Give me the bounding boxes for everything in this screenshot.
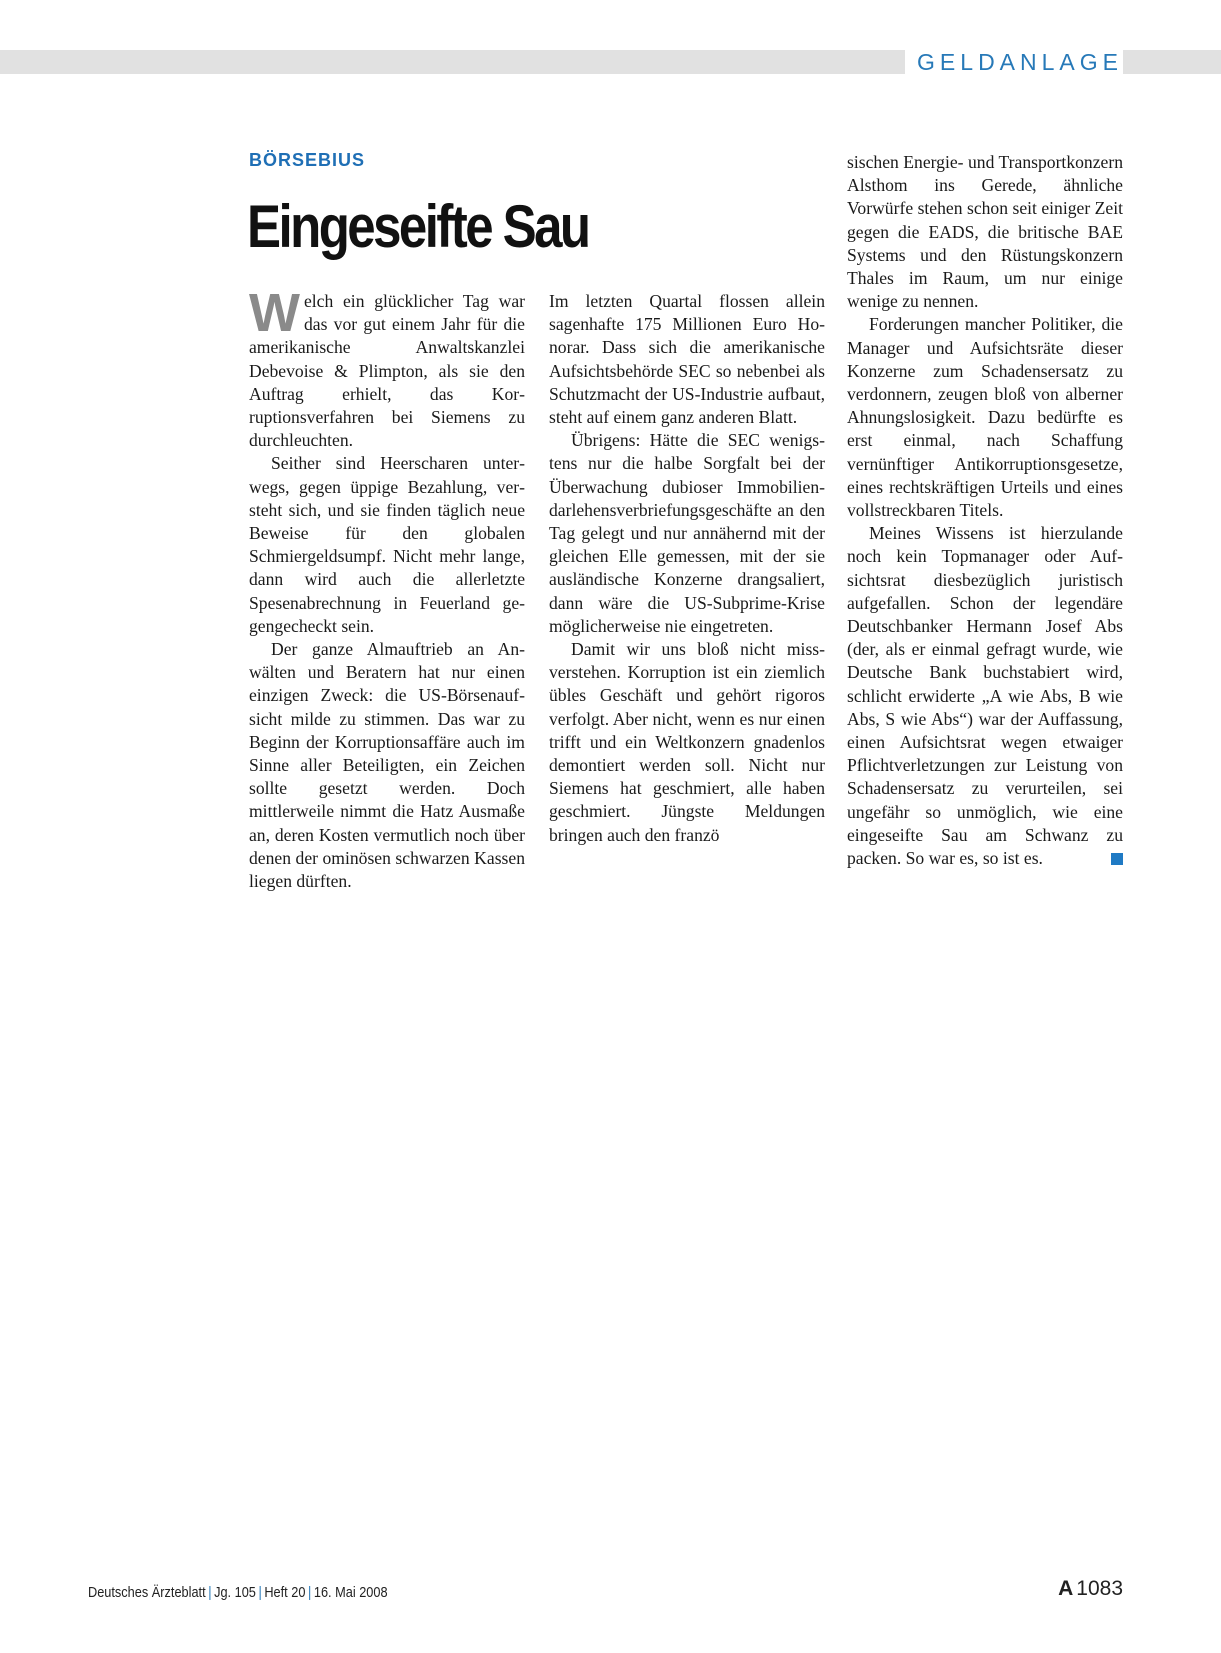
paragraph	[847, 522, 1123, 870]
article-title: Eingeseifte Sau	[247, 193, 589, 260]
paragraph: Übrigens: Hätte die SEC wenigstens nur die halbe Sorgfalt bei der Überwachung dubioser Immobiliendarlehensverbriefungsgeschäfte an den Tag gelegt und nur annähernd mit der gleichen Elle gemessen, mit der sie ausländische Konzerne drangsaliert, dann wäre die US-Subprime-Krise möglicherweise nie eingetreten.	[549, 430, 825, 636]
article-kicker: BÖRSEBIUS	[249, 150, 366, 170]
journal-name: Deutsches Ärzteblatt	[88, 1584, 206, 1601]
journal-issue: Heft 20	[264, 1584, 306, 1601]
drop-cap: W	[249, 283, 298, 343]
paragraph: Damit wir uns bloß nicht missverstehen. Korruption ist ein ziemlich übles Geschäft und gehört rigoros verfolgt. Aber nicht, wenn es nur einen trifft und ein Weltkonzern gnadenlos demontiert werden soll. Nicht nur Siemens hat geschmiert, alle haben geschmiert. Jüngste Meldungen bringen auch den franzö	[549, 639, 825, 845]
paragraph-text: Meines Wissens ist hierzulande noch kein Topmanager oder Aufsichtsrat diesbezüglich juristisch aufgefallen. Schon der legendäre Deutschbanker Hermann Josef Abs (der, als er einmal gefragt wurde, wie Deutsche Bank buchstabiert wird, schlicht erwiderte „A wie Abs, B wie Abs, S wie Abs“) war der Auffassung, einen Aufsichtsrat wegen etwaiger Pflichtverletzungen zur Leistung von Schadensersatz zu verurteilen, sei ungefähr so unmöglich, wie eine eingeseifte Sau am Schwanz zu packen. So war es, so ist es.	[847, 523, 1123, 869]
separator-icon: |	[307, 1584, 312, 1601]
paragraph: Im letzten Quartal flossen allein sagenhafte 175 Millionen Euro Honorar. Dass sich die amerikanische Aufsichtsbehörde SEC so nebenbei als Schutzmacht der US-Industrie aufbaut, steht auf einem ganz anderen Blatt.	[549, 291, 825, 428]
page-prefix: A	[1058, 1577, 1074, 1600]
paragraph: Der ganze Almauftrieb an Anwälten und Beratern hat nur einen einzigen Zweck: die US-Börsenaufsicht milde zu stimmen. Das war zu Beginn der Korruptionsaffäre auch im Sinne aller Beteiligten, ein Zeichen sollte gesetzt werden. Doch mittlerweile nimmt die Hatz Ausmaße an, deren Kosten vermutlich noch über denen der ominösen schwarzen Kassen liegen dürften.	[249, 639, 525, 892]
paragraph	[249, 283, 525, 452]
page-number-value: 1083	[1076, 1577, 1123, 1600]
footer-citation	[88, 1584, 388, 1601]
article-column-2	[549, 290, 825, 847]
paragraph: Forderungen mancher Politiker, die Manager und Aufsichtsräte dieser Konzerne zum Schadensersatz zu verdonnern, zeugen bloß von alberner Ahnungslosigkeit. Dazu bedürfte es erst einmal, nach Schaffung vernünftiger Antikorruptionsgesetze, eines rechtskräftigen Urteils und eines vollstreckbaren Titels.	[847, 314, 1123, 521]
page-number	[1058, 1577, 1123, 1601]
paragraph: Seither sind Heerscharen unterwegs, gegen üppige Bezahlung, versteht sich, und sie finden täglich neue Beweise für den globalen Schmiergeldsumpf. Nicht mehr lange, dann wird auch die allerletzte Spesenabrechnung in Feuerland gegengecheckt sein.	[249, 453, 525, 636]
article-column-3	[847, 151, 1123, 870]
separator-icon: |	[258, 1584, 262, 1601]
issue-date: 16. Mai 2008	[313, 1584, 388, 1601]
paragraph-text: elch ein glücklicher Tag war das vor gut einem Jahr für die amerikanische Anwaltskanzlei Debevoise & Plimpton, als sie den Auftrag erhielt, das Korruptionsverfahren bei Siemens zu durchleuchten.	[249, 291, 525, 451]
section-label: GELDANLAGE	[905, 48, 1123, 76]
article-column-1	[249, 283, 525, 893]
paragraph: sischen Energie- und Transportkonzern Alsthom ins Gerede, ähnliche Vorwürfe stehen schon seit einiger Zeit gegen die EADS, die britische BAE Systems und den Rüstungskonzern Thales im Raum, um nur einige wenige zu nennen.	[847, 152, 1123, 312]
separator-icon: |	[208, 1584, 212, 1601]
end-of-article-icon	[1111, 853, 1123, 865]
journal-volume: Jg. 105	[214, 1584, 256, 1601]
